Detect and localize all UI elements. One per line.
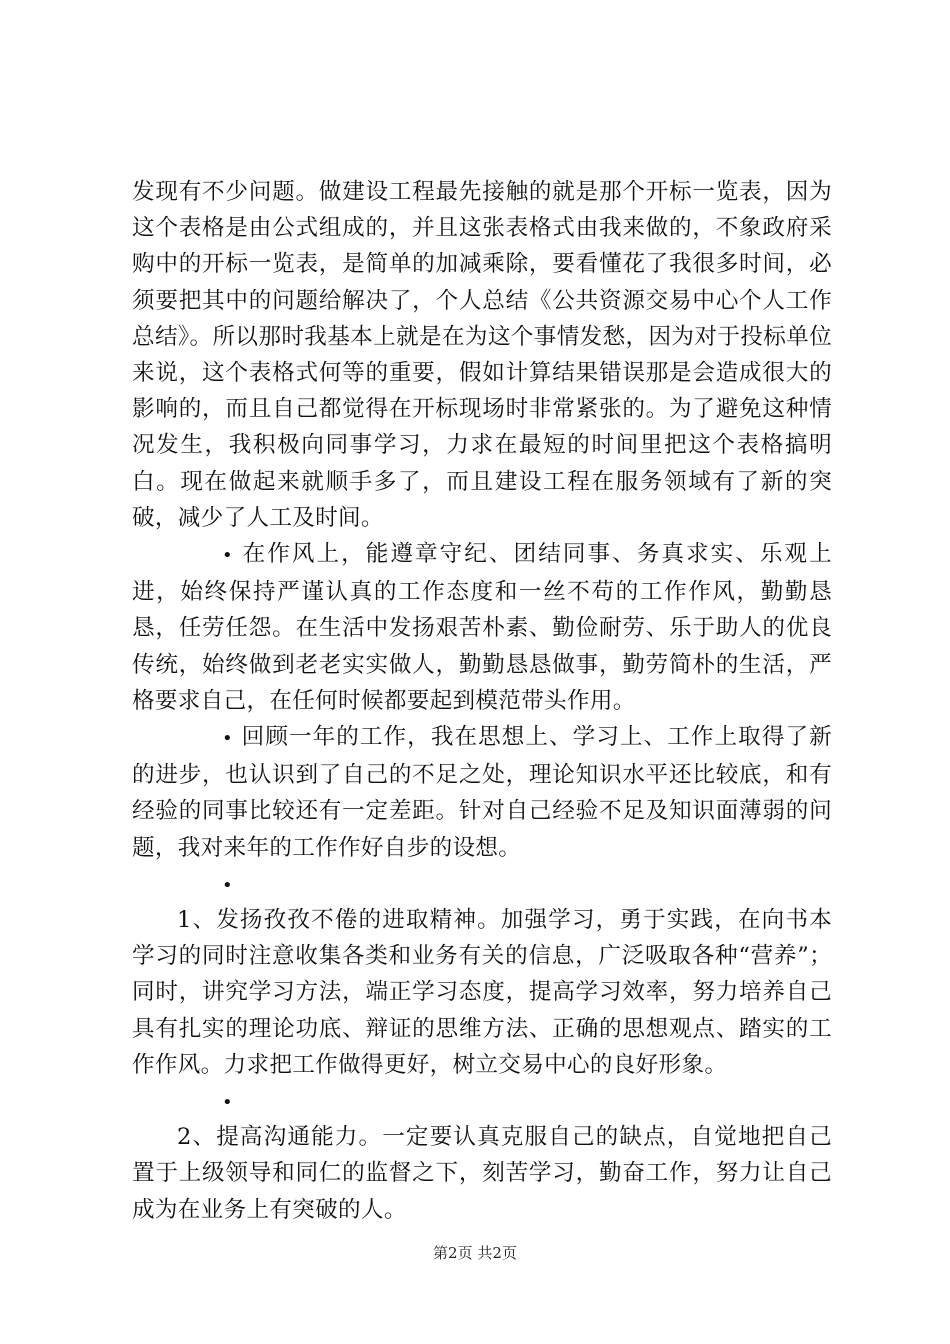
footer-total-suffix: 页 bbox=[501, 1244, 517, 1262]
bullet-marker: • bbox=[222, 874, 233, 896]
paragraph-2-text: 在作风上，能遵章守纪、团结同事、务真求实、乐观上进，始终保持严谨认真的工作态度和一丝不苟的工作作风，勤勤恳恳，任劳任怨。在生活中发扬艰苦朴素、勤俭耐劳、乐于助人的优良传统，始终做到老老实实做人，勤勤恳恳做事，勤劳简朴的生活，严格要求自己，在任何时候都要起到模范带头作用。 bbox=[132, 541, 832, 714]
footer-page-suffix: 页 bbox=[457, 1244, 473, 1262]
bullet-marker: • bbox=[222, 728, 233, 750]
empty-bullet-1 bbox=[132, 866, 832, 902]
paragraph-5: 2、提高沟通能力。一定要认真克服自己的缺点，自觉地把自己置于上级领导和同仁的监督之下，刻苦学习，勤奋工作，努力让自己成为在业务上有突破的人。 bbox=[132, 1124, 832, 1223]
footer-total-pages: 2 bbox=[492, 1244, 502, 1262]
paragraph-3 bbox=[132, 719, 832, 866]
page-footer bbox=[0, 1242, 950, 1263]
paragraph-4: 1、发扬孜孜不倦的进取精神。加强学习，勇于实践，在向书本学习的同时注意收集各类和业务有关的信息，广泛吸取各种“营养”；同时，讲究学习方法，端正学习态度，提高学习效率，努力培养自己具有扎实的理论功底、辩证的思维方法、正确的思想观点、踏实的工作作风。力求把工作做得更好，树立交易中心的良好形象。 bbox=[132, 907, 832, 1078]
paragraph-3-text: 回顾一年的工作，我在思想上、学习上、工作上取得了新的进步，也认识到了自己的不足之处，理论知识水平还比较底，和有经验的同事比较还有一定差距。针对自己经验不足及知识面薄弱的问题，我对来年的工作作好自步的设想。 bbox=[132, 724, 832, 861]
bullet-marker: • bbox=[222, 1092, 233, 1114]
footer-page-prefix: 第 bbox=[433, 1244, 449, 1262]
document-body bbox=[132, 174, 832, 1228]
paragraph-1: 发现有不少问题。做建设工程最先接触的就是那个开标一览表，因为这个表格是由公式组成的，并且这张表格式由我来做的，不象政府采购中的开标一览表，是简单的加减乘除，要看懂花了我很多时间，必须要把其中的问题给解决了，个人总结《公共资源交易中心个人工作总结》。所以那时我基本上就是在为这个事情发愁，因为对于投标单位来说，这个表格式何等的重要，假如计算结果错误那是会造成很大的影响的，而且自己都觉得在开标现场时非常紧张的。为了避免这种情况发生，我积极向同事学习，力求在最短的时间里把这个表格搞明白。现在做起来就顺手多了，而且建设工程在服务领域有了新的突破，减少了人工及时间。 bbox=[132, 179, 832, 531]
bullet-marker: • bbox=[222, 545, 233, 567]
paragraph-2 bbox=[132, 536, 832, 719]
footer-total-prefix: 共 bbox=[477, 1244, 493, 1262]
empty-bullet-2 bbox=[132, 1083, 832, 1119]
footer-page-number: 2 bbox=[448, 1244, 458, 1262]
